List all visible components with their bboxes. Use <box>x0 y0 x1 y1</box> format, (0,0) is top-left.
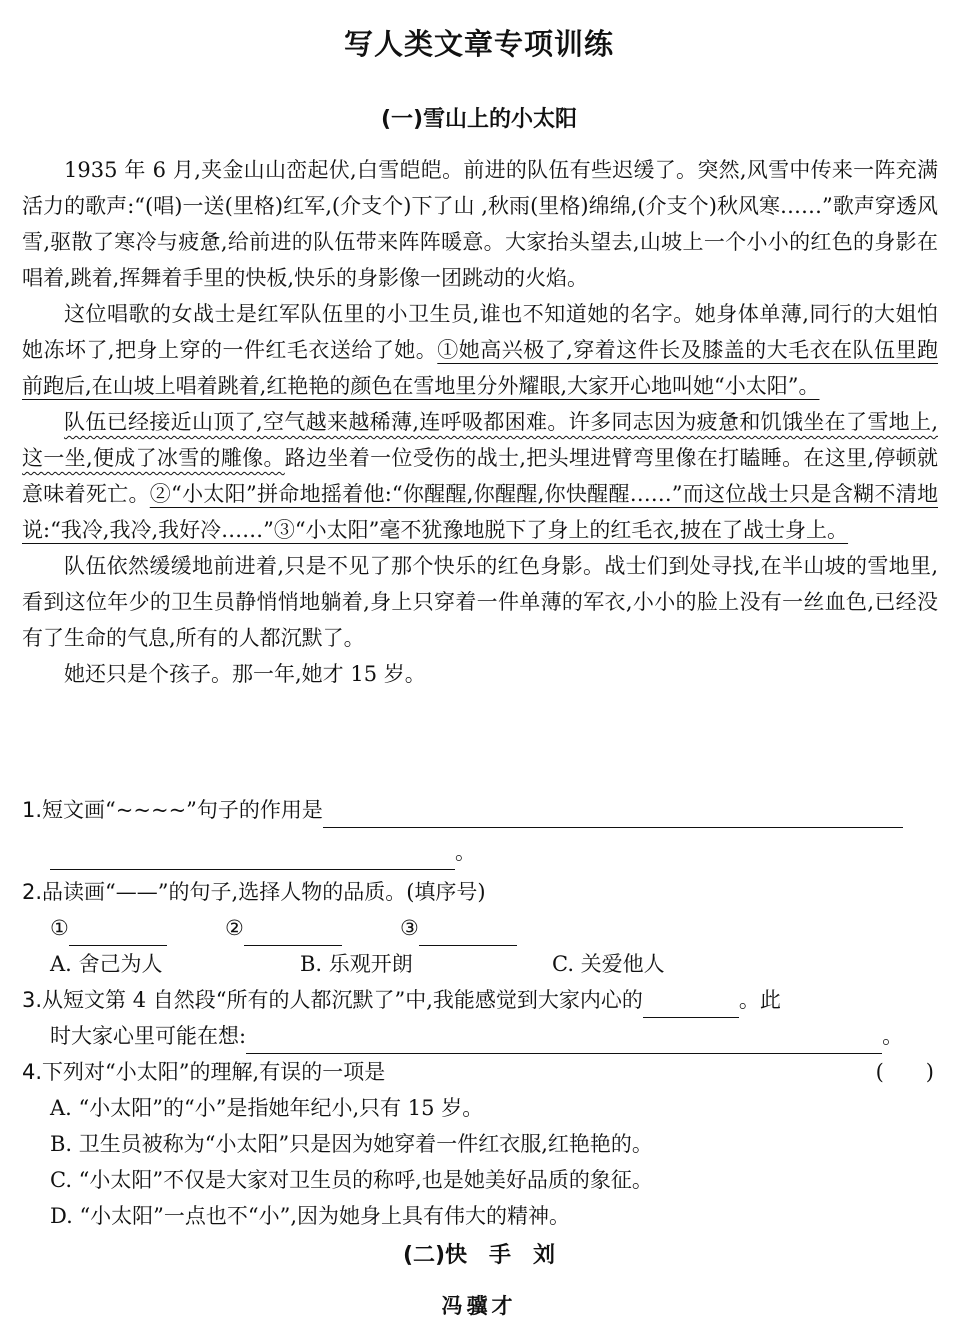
section1-heading: (一)雪山上的小太阳 <box>380 107 578 132</box>
question-1-number: 1. <box>22 798 43 822</box>
question-3-text: 从短文第 4 自然段“所有的人都沉默了”中,我能感觉到大家内心的 <box>42 988 643 1012</box>
paragraph-1: 1935 年 6 月,夹金山山峦起伏,白雪皑皑。前进的队伍有些迟缓了。突然,风雪中传来一阵充满活力的歌声:“(唱)一送(里格)红军,(介支个)下了山 ,秋雨(里格)绵绵,(介支个)秋风寒……”歌声穿透风雪,驱散了寒冷与疲惫,给前进的队伍带来阵阵暖意。大家抬头望去,山坡上一个小小的红色的身影在唱着,跳着,挥舞着手里的快板,快乐的身影像一团跳动的火焰。 <box>22 158 938 290</box>
answer-blank-2-3[interactable] <box>419 923 517 946</box>
question-2-blanks <box>22 910 938 946</box>
option-b: B. 乐观开朗 <box>300 952 413 976</box>
question-1-line2 <box>22 834 938 870</box>
underlined-sentences-2-3: ②“小太阳”拼命地摇着他:“你醒醒,你醒醒,你快醒醒……”而这位战士只是含糊不清地说:“我冷,我冷,我好冷……”③“小太阳”毫不犹豫地脱下了身上的红毛衣,披在了战士身上。 <box>22 482 938 542</box>
mark-1: ① <box>50 916 69 940</box>
question-1-end: 。 <box>455 840 476 864</box>
paragraph-2 <box>22 296 938 404</box>
question-2 <box>22 874 938 910</box>
answer-blank-3b[interactable] <box>246 1031 882 1054</box>
question-3-line2 <box>22 1018 938 1054</box>
question-3 <box>22 982 938 1018</box>
question-4 <box>22 1054 938 1090</box>
question-4-option-b: B. 卫生员被称为“小太阳”只是因为她穿着一件红衣服,红艳艳的。 <box>50 1132 653 1156</box>
underlined-sentence-1: ①她高兴极了,穿着这件长及膝盖的大毛衣在队伍里跑前跑后,在山坡上唱着跳着,红艳艳的颜色在雪地里分外耀眼,大家开心地叫她“小太阳”。 <box>22 338 938 398</box>
question-3-text2: 时大家心里可能在想: <box>50 1024 247 1048</box>
question-3-end2: 。 <box>882 1024 904 1048</box>
mark-2: ② <box>225 916 244 940</box>
option-c: C. 关爱他人 <box>552 952 665 976</box>
question-3-end1: 。此 <box>738 988 781 1012</box>
paragraph-2-text: 这位唱歌的女战士是红军队伍里的小卫生员,谁也不知道她的名字。她身体单薄,同行的大姐怕她冻坏了,把身上穿的一件红毛衣送给了她。 <box>22 302 938 362</box>
paragraph-3-text: 路边坐着一位受伤的战士,把头埋进臂弯里像在打瞌睡。在这里,停顿就意味着死亡。 <box>22 446 938 506</box>
question-2-number: 2. <box>22 880 43 904</box>
page-title: 写人类文章专项训练 <box>343 27 614 61</box>
section2-heading: (二)快 手 刘 <box>402 1243 556 1268</box>
answer-parentheses[interactable]: ( ) <box>875 1060 934 1084</box>
section2-author: 冯骥才 <box>441 1294 517 1318</box>
question-2-text: 品读画“——”的句子,选择人物的品质。(填序号) <box>42 880 486 904</box>
question-4-option-a: A. “小太阳”的“小”是指她年纪小,只有 15 岁。 <box>50 1096 484 1120</box>
wavy-underlined-sentence: 队伍已经接近山顶了,空气越来越稀薄,连呼吸都困难。许多同志因为疲惫和饥饿坐在了雪地上,这一坐,便成了冰雪的雕像。 <box>22 410 938 470</box>
questions <box>22 792 938 1234</box>
paragraph-3 <box>22 404 938 548</box>
option-a: A. 舍己为人 <box>50 952 163 976</box>
answer-blank-2-2[interactable] <box>244 923 342 946</box>
question-2-options <box>22 946 938 982</box>
question-4-number: 4. <box>22 1060 43 1084</box>
answer-blank-1a[interactable] <box>323 805 903 828</box>
answer-blank-1b[interactable] <box>50 847 455 870</box>
passage-body <box>22 152 938 692</box>
question-4-option-d: D. “小太阳”一点也不“小”,因为她身上具有伟大的精神。 <box>50 1204 571 1228</box>
paragraph-4: 队伍依然缓缓地前进着,只是不见了那个快乐的红色身影。战士们到处寻找,在半山坡的雪地里,看到这位年少的卫生员静悄悄地躺着,身上只穿着一件单薄的军衣,小小的脸上没有一丝血色,已经没有了生命的气息,所有的人都沉默了。 <box>22 554 938 650</box>
answer-blank-2-1[interactable] <box>69 923 167 946</box>
question-1 <box>22 792 938 828</box>
question-4-text: 下列对“小太阳”的理解,有误的一项是 <box>42 1060 386 1084</box>
question-1-text: 短文画“~~~~”句子的作用是 <box>42 798 323 822</box>
paragraph-5: 她还只是个孩子。那一年,她才 15 岁。 <box>64 662 426 686</box>
answer-blank-3a[interactable] <box>643 995 739 1018</box>
mark-3: ③ <box>400 916 419 940</box>
question-4-option-c: C. “小太阳”不仅是大家对卫生员的称呼,也是她美好品质的象征。 <box>50 1168 653 1192</box>
question-3-number: 3. <box>22 988 43 1012</box>
